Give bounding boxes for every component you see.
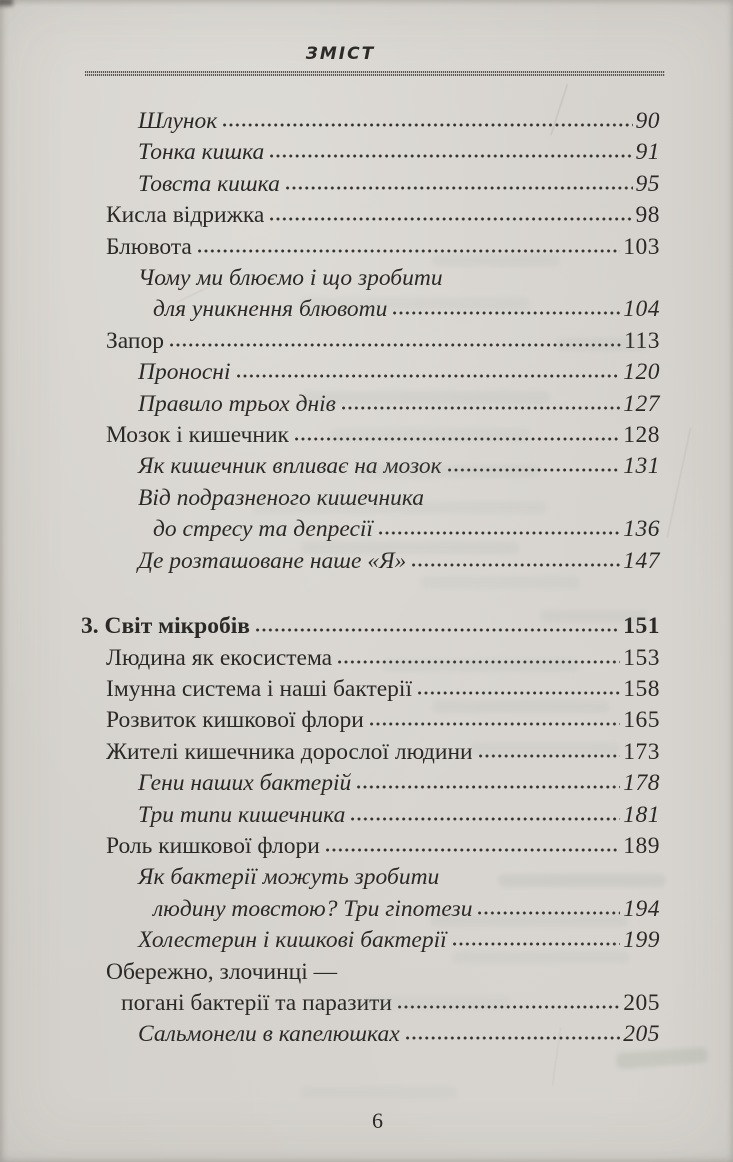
toc-entry-text: Кисла відрижка (106, 202, 265, 229)
toc-page-number: 153 (623, 644, 660, 671)
toc-page-number: 173 (623, 738, 660, 765)
toc-entry-text: Розвиток кишкової флори (106, 707, 364, 734)
toc-entry-line (81, 957, 660, 988)
toc-entry-text: Проносні (138, 359, 231, 386)
toc-entry-text: до стресу та депресії (153, 516, 373, 543)
paper-crease (667, 428, 691, 538)
dot-leader (379, 530, 620, 536)
toc-page-number: 128 (623, 422, 660, 449)
toc-entry-line (81, 800, 660, 831)
bleed-through-smudge (300, 1086, 458, 1099)
toc-entry-text: Імунна система і наші бактерії (106, 675, 412, 702)
dot-leader (412, 562, 620, 568)
toc-entry-text: Від подразненого кишечника (138, 484, 425, 511)
toc-entry-text: Як кишечник впливає на мозок (138, 453, 442, 480)
toc-page-number: 178 (623, 770, 660, 797)
toc-entry-text: Обережно, злочинці — (106, 958, 338, 985)
toc-entry-line (81, 200, 660, 231)
toc-entry-text: Тонка кишка (138, 139, 265, 166)
toc-entry-text: Роль кишкової флори (106, 832, 320, 859)
toc-page-number: 91 (635, 139, 660, 166)
toc-entry-line (81, 326, 660, 357)
dot-leader (448, 467, 621, 473)
toc-entry-text: Сальмонели в капелюшках (138, 1021, 400, 1048)
dot-leader (237, 373, 621, 379)
toc-entry-line (81, 137, 660, 168)
toc-page-number: 147 (623, 547, 660, 574)
toc-entry-text: Мозок і кишечник (106, 422, 289, 449)
dot-leader (256, 627, 620, 633)
toc-list (81, 106, 660, 1051)
dot-leader (270, 216, 632, 222)
toc-entry-line (81, 768, 660, 799)
dot-leader (170, 342, 621, 348)
header-rule (85, 71, 665, 76)
toc-entry-text: Гени наших бактерій (138, 770, 352, 797)
toc-page-number: 103 (623, 233, 660, 260)
dot-leader (357, 784, 620, 790)
toc-page-number: 189 (623, 832, 660, 859)
toc-entry-line (81, 232, 660, 263)
toc-entry-text: Чому ми блюємо і що зробити (138, 265, 443, 292)
dot-leader (223, 122, 632, 128)
toc-entry-line (81, 705, 660, 736)
toc-page-number: 113 (624, 327, 660, 354)
toc-entry-line (81, 106, 660, 137)
toc-page-number: 199 (623, 927, 660, 954)
toc-page-number: 158 (623, 675, 660, 702)
toc-entry-line (81, 925, 660, 956)
toc-page-number: 205 (623, 989, 660, 1016)
toc-entry-text: Людина як екосистема (106, 644, 333, 671)
toc-page-number: 151 (623, 613, 660, 640)
toc-page-number: 98 (635, 202, 660, 229)
dot-leader (478, 910, 620, 916)
toc-entry-line (81, 169, 660, 200)
toc-entry-line (81, 357, 660, 388)
toc-entry-line (81, 643, 660, 674)
scan-edge-mark (0, 0, 13, 6)
toc-entry-line (81, 611, 660, 642)
toc-entry-text: Блювота (106, 233, 192, 260)
toc-entry-text: Запор (106, 327, 164, 354)
toc-entry-line (81, 389, 660, 420)
toc-page-number: 165 (623, 707, 660, 734)
toc-entry-text: 3. Світ мікробів (81, 613, 250, 640)
toc-entry-line (81, 483, 660, 514)
toc-page-number: 136 (623, 516, 660, 543)
dot-leader (338, 659, 620, 665)
page-title: ЗМІСТ (305, 44, 376, 64)
toc-page-number: 104 (623, 296, 660, 323)
toc-entry-line (81, 1019, 660, 1050)
toc-entry-text: Товста кишка (138, 170, 280, 197)
dot-leader (370, 721, 620, 727)
toc-entry-line (81, 294, 660, 325)
toc-entry-text: Як бактерії можуть зробити (138, 864, 440, 891)
toc-entry-line (81, 831, 660, 862)
toc-entry-line (81, 894, 660, 925)
toc-entry-text: Три типи кишечника (138, 801, 346, 828)
toc-entry-line (81, 737, 660, 768)
dot-leader (286, 185, 633, 191)
dot-leader (406, 1035, 621, 1041)
dot-leader (270, 153, 632, 159)
toc-entry-line (81, 862, 660, 893)
toc-entry-line (81, 451, 660, 482)
toc-page-number: 120 (623, 359, 660, 386)
dot-leader (418, 690, 620, 696)
toc-entry-line (81, 988, 660, 1019)
toc-entry-text: Де розташоване наше «Я» (138, 547, 407, 574)
toc-entry-text: людину товстою? Три гіпотези (153, 895, 473, 922)
toc-entry-text: погані бактерії та паразити (121, 989, 393, 1016)
toc-page-number: 90 (635, 108, 660, 134)
toc-entry-line (81, 546, 660, 577)
dot-leader (295, 436, 620, 442)
toc-entry-text: Правило трьох днів (138, 390, 336, 417)
toc-page-number: 181 (623, 801, 660, 828)
page-number: 6 (372, 1108, 383, 1133)
toc-page-number: 205 (623, 1021, 660, 1048)
dot-leader (479, 753, 621, 759)
toc-entry-line (81, 263, 660, 294)
toc-page-number: 95 (635, 170, 660, 197)
toc-page-number: 127 (623, 390, 660, 417)
toc-page-number: 131 (623, 453, 660, 480)
toc-entry-text: для уникнення блювоти (153, 296, 388, 323)
toc-entry-text: Жителі кишечника дорослої людини (106, 738, 473, 765)
dot-leader (453, 941, 621, 947)
toc-entry-line (81, 674, 660, 705)
toc-entry-line (81, 514, 660, 545)
toc-entry-text: Холестерин і кишкові бактерії (138, 927, 447, 954)
dot-leader (393, 310, 620, 316)
toc-entry-text: Шлунок (138, 108, 218, 134)
dot-leader (351, 816, 620, 822)
dot-leader (198, 248, 620, 254)
dot-leader (398, 1004, 620, 1010)
dot-leader (326, 847, 620, 853)
toc-entry-line (81, 420, 660, 451)
toc-page-number: 194 (623, 895, 660, 922)
dot-leader (342, 405, 620, 411)
